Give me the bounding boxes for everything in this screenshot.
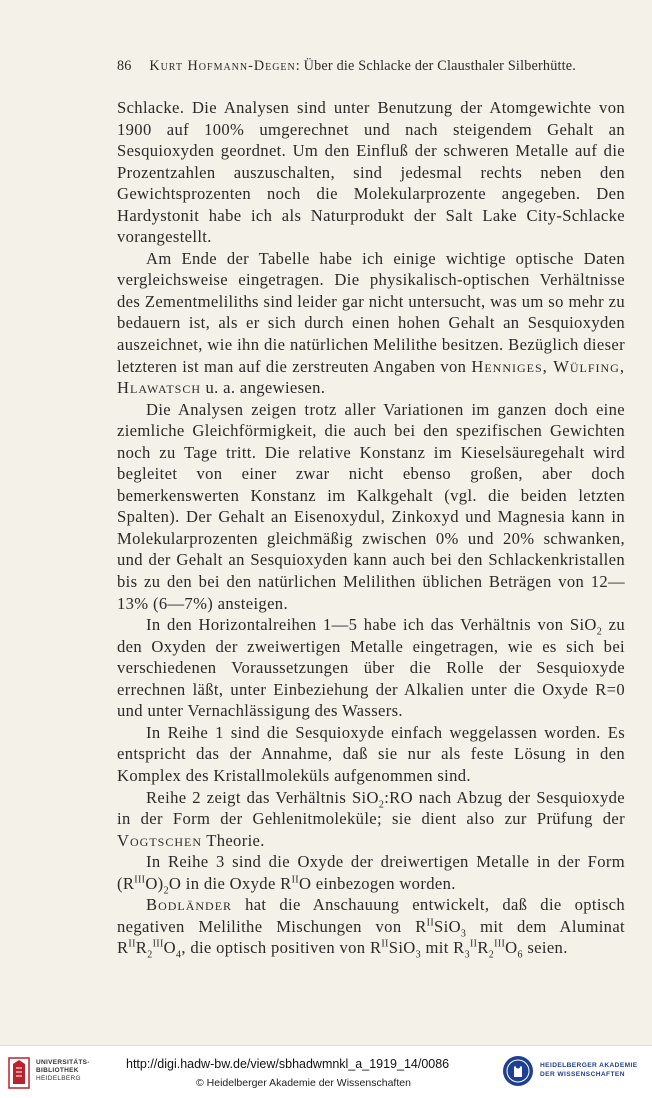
ub-line-1: UNIVERSITÄTS- [36,1059,90,1066]
superscript: III [134,874,146,886]
subscript: 6 [517,949,523,961]
subscript: 3 [415,949,421,961]
page-number: 86 [117,58,132,74]
superscript: II [128,938,136,950]
author-name: Vogtschen [117,830,202,850]
text-run: seien. [527,938,568,958]
paragraph-2 [117,248,625,399]
text-run: R [135,938,148,958]
text-run: O in die Oxyde R [168,873,292,893]
paragraph-4-text: In den Horizontalreihen 1—5 habe ich das Verhältnis von SiO [146,615,597,635]
ub-line-3: HEIDELBERG [36,1075,81,1082]
paragraph-6-mid: :RO nach Abzug der Sesquioxyde in der Form der Gehlenitmoleküle; sie dient also zur Prüfung der [117,787,625,829]
university-library-name [36,1059,90,1083]
header-title: Über die Schlacke der Clausthaler Silberhütte. [303,58,577,74]
header-separator: : [295,58,300,74]
subscript: 2 [378,798,385,810]
subscript: 4 [175,949,182,961]
academy-name [540,1061,638,1079]
subscript: 2 [163,885,169,896]
text-run: O [505,938,518,958]
paragraph-6-text: Reihe 2 zeigt das Verhältnis SiO [146,787,379,807]
academy-seal-icon [502,1055,534,1087]
text-run: SiO [434,916,461,936]
academy-line-2: DER WISSENSCHAFTEN [540,1071,625,1078]
paragraph-6 [117,787,625,852]
paragraph-1: Schlacke. Die Analysen sind unter Benutzung der Atomgewichte von 1900 auf 100% umgerechnet und nach steigendem Gehalt an Sesquioxyden geordnet. Um den Einfluß der schweren Metalle auf die Prozentzahlen auszuschalten, sind jedesmal rechts neben den Gewichtsprozenten noch die Molekularprozente angegeben. Den Hardystonit habe ich als Naturprodukt der Salt Lake City-Schlacke vorangestellt. [117,98,625,247]
author-names: Henniges, Wülfing, Hlawatsch [117,356,625,398]
superscript: II [426,917,435,929]
text-run: O einbezogen worden. [298,873,456,893]
paragraph-5: In Reihe 1 sind die Sesquioxyde einfach weggelassen worden. Es entspricht das der Annahme, daß sie nur als feste Lösung in den Komplex des Kristallmoleküls aufgenommen sind. [117,722,625,785]
text-run: R [477,938,489,958]
paragraph-2-text: Am Ende der Tabelle habe ich einige wichtige optische Daten vergleichsweise eingetragen. Die physikalisch-optischen Verhältnisse des Zementmeliliths sind leider gar nicht untersucht, was um so mehr zu bedauern ist, als er sich durch einen hohen Gehalt an Sesquioxyden auszeichnet, wie ihn die natürlichen Melilithe besitzen. Bezüglich dieser letzteren ist man auf die zerstreuten Angaben von [117,248,625,376]
text-run: O [163,938,176,958]
text-run: hat die Anschauung entwickelt, daß die optisch negativen Melilithe Mischungen von R [117,895,626,936]
permalink-url[interactable]: http://digi.hadw-bw.de/view/sbhadwmnkl_a_1919_14/0086 [126,1057,450,1071]
copyright-notice: © Heidelberger Akademie der Wissenschaften [196,1077,411,1089]
paragraph-3: Die Analysen zeigen trotz aller Variationen im ganzen doch eine ziemliche Gleichförmigkeit, die auch bei den spezifischen Gewichten noch zu Tage tritt. Die relative Konstanz im Kieselsäuregehalt wird begleitet von einer zwar nicht ebenso großen, aber doch bemerkenswerten Konstanz im Kalkgehalt (vgl. die beiden letzten Spalten). Der Gehalt an Eisenoxydul, Zinkoxyd und Magnesia kann in Molekularprozenten gleichmäßig zwischen 0% und 20% schwanken, und der Gehalt an Sesquioxyden kann auch bei den Schlackenkristallen bis zu den bei den natürlichen Melilithen üblichen Beträgen von 12—13% (6—7%) ansteigen. [117,399,625,613]
text-run: In Reihe 3 sind die Oxyde der dreiwertigen Metalle in der Form (R [117,852,625,893]
subscript: 3 [460,928,467,940]
text-run: mit R [425,938,465,958]
superscript: II [469,938,478,950]
subscript: 2 [488,949,495,961]
paragraph-2-end: u. a. angewiesen. [205,378,326,398]
text-run: O) [145,873,164,893]
text-run: SiO [388,938,416,958]
text-run: mit dem Aluminat R [117,916,626,958]
paragraph-4 [117,614,625,722]
paragraph-4-end: zu den Oxyden der zweiwertigen Metalle eingetragen, wie es sich bei verschiedenen Voraussetzungen über die Rolle der Sesquioxyde errechnen läßt, unter Einbeziehung der Alkalien unter die Oxyde R=0 und unter Vernachlässigung des Wassers. [117,615,625,721]
subscript: 3 [464,949,470,961]
paragraph-8 [117,894,625,959]
university-library-logo-icon [8,1056,30,1090]
text-run: , die optisch positiven von R [181,938,382,958]
author-name: Bodländer [146,895,233,915]
superscript: III [494,938,506,950]
body-text [117,97,625,959]
subscript: 2 [596,626,603,638]
superscript: II [381,938,389,950]
academy-line-1: HEIDELBERGER AKADEMIE [540,1062,638,1069]
superscript: III [152,938,164,950]
paragraph-6-end: Theorie. [206,830,265,850]
digitization-footer [0,1045,652,1098]
subscript: 2 [147,949,153,961]
running-header [117,58,627,75]
superscript: II [291,874,299,886]
header-author: Kurt Hofmann-Degen [149,58,296,74]
paragraph-7 [117,851,625,894]
ub-line-2: BIBLIOTHEK [36,1067,79,1074]
